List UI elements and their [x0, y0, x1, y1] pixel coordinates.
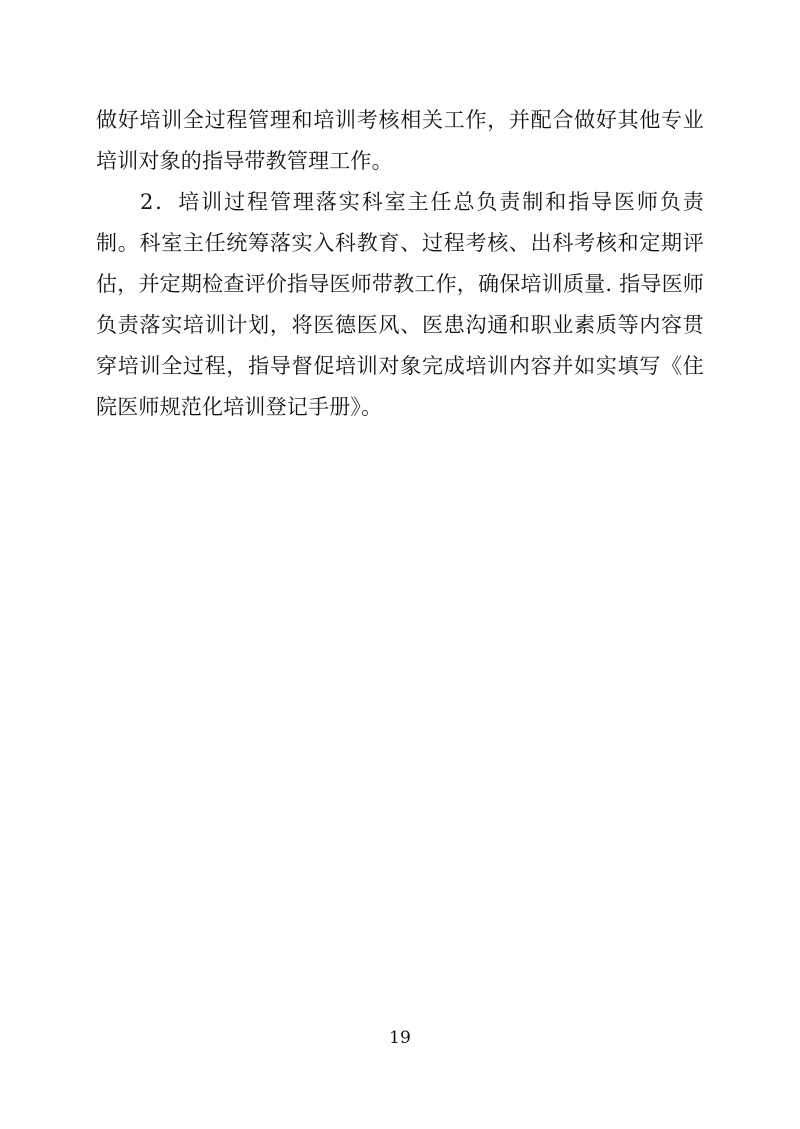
paragraph-2: 2．培训过程管理落实科室主任总负责制和指导医师负责制。科室主任统筹落实入科教育、过程考核、出科考核和定期评估，并定期检查评价指导医师带教工作，确保培训质量. 指导医师负责落实培训计划，将医德医风、医患沟通和职业素质等内容贯穿培训全过程，指导督促培训对象完成培训内容并如实填写《住院医师规范化培训登记手册》。	[96, 190, 704, 419]
page-number: 19	[389, 1028, 411, 1048]
page-content	[96, 100, 704, 428]
paragraph-1: 做好培训全过程管理和培训考核相关工作，并配合做好其他专业培训对象的指导带教管理工作。	[96, 108, 704, 173]
